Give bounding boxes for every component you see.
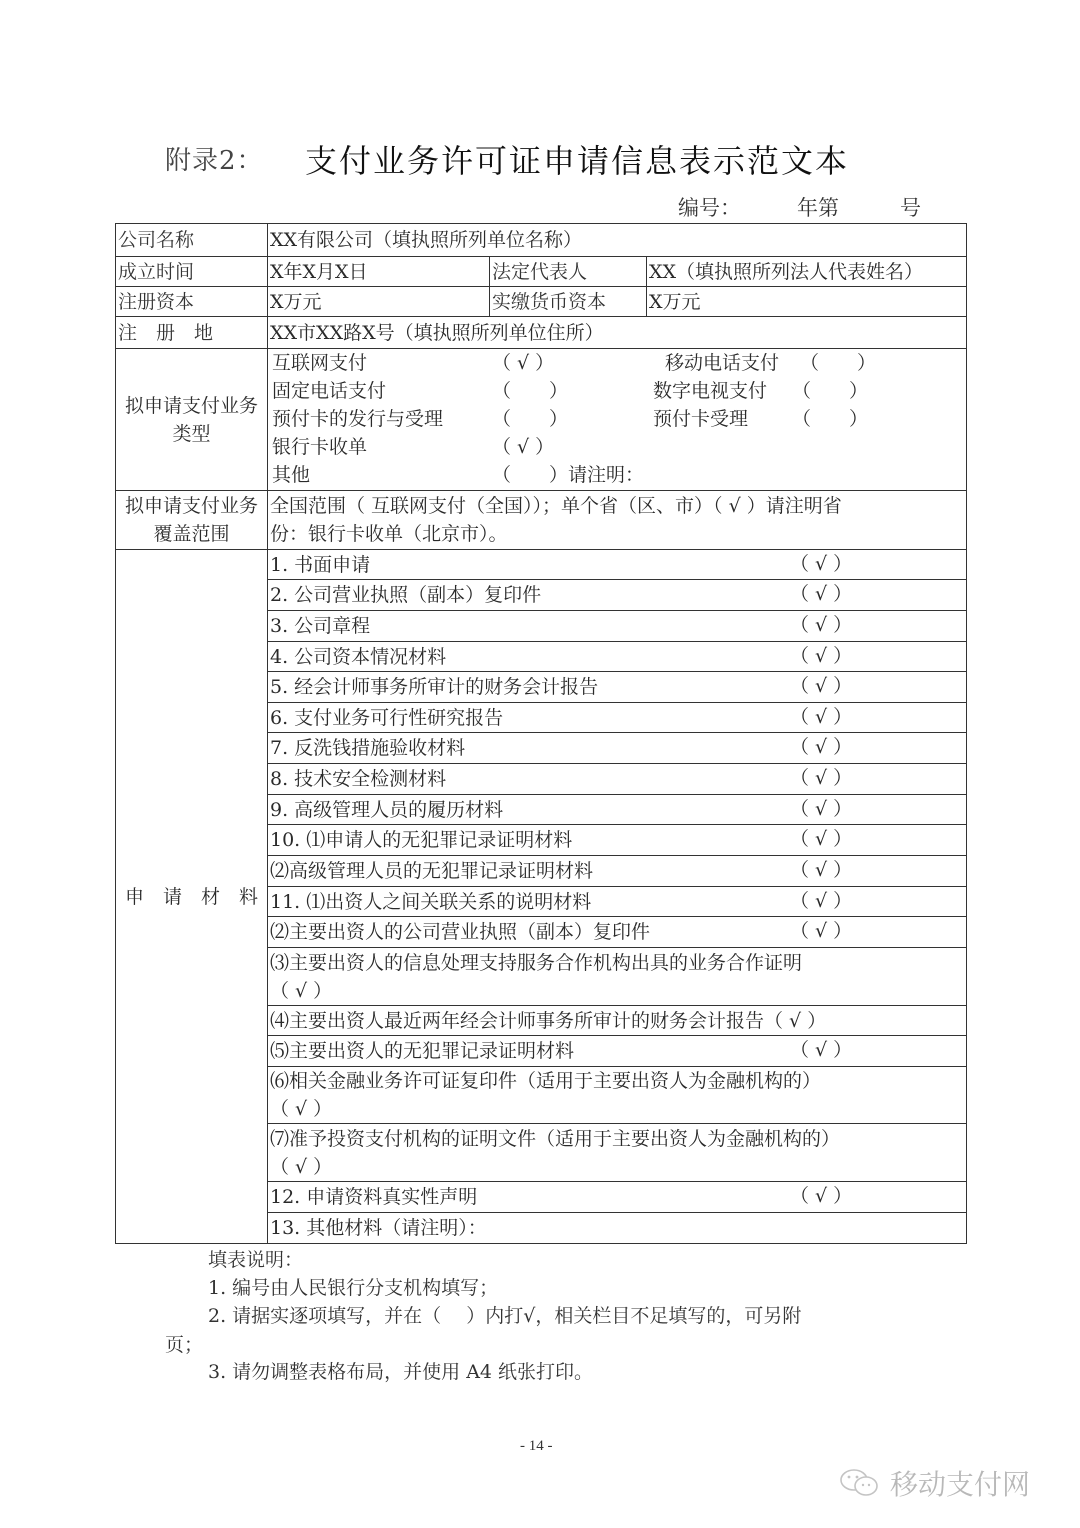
coverage-line-1: 全国范围（ 互联网支付（全国））；单个省（区、市）（ √ ）请注明省	[270, 495, 842, 517]
material-text: 12. 申请资料真实性声明	[270, 1186, 478, 1208]
material-text: ⑵高级管理人员的无犯罪记录证明材料	[270, 860, 594, 882]
row-business-types	[116, 349, 967, 491]
material-item-11-5	[268, 1036, 967, 1067]
material-check[interactable]: （ √ ）	[790, 1185, 853, 1207]
coverage-cell	[268, 491, 967, 550]
material-item-5	[268, 672, 967, 703]
coverage-line-2: 份：银行卡收单（北京市）。	[270, 523, 508, 545]
material-text: 11. ⑴出资人之间关联关系的说明材料	[270, 890, 592, 913]
row-company-name	[116, 224, 967, 257]
company-name-value: XX有限公司（填执照所列单位名称）	[268, 224, 967, 257]
material-check[interactable]: （ √ ）	[790, 767, 853, 789]
material-item-13	[268, 1213, 967, 1244]
paid-capital-value: X万元	[647, 287, 967, 317]
watermark-text: 移动支付网	[890, 1468, 1031, 1501]
material-text: 7. 反洗钱措施验收材料	[270, 737, 466, 759]
type-bank-card: 银行卡收单	[272, 436, 368, 458]
material-text: 2. 公司营业执照（副本）复印件	[270, 584, 542, 606]
type-mobile: 移动电话支付	[665, 352, 780, 374]
material-text: ⑺准予投资支付机构的证明文件（适用于主要出资人为金融机构的）	[270, 1127, 841, 1150]
material-item-11-3	[268, 948, 967, 1006]
material-check[interactable]: （ √ ）	[790, 920, 853, 942]
material-item-2	[268, 580, 967, 611]
material-check[interactable]: （ √ ）	[790, 614, 853, 636]
row-established	[116, 257, 967, 287]
material-check[interactable]: （ √ ）	[790, 553, 853, 575]
material-check[interactable]: （ √ ）	[790, 798, 853, 820]
type-internet-check[interactable]: （ √ ）	[492, 352, 555, 374]
material-item-11-4	[268, 1006, 967, 1036]
legal-rep-value: XX（填执照所列法人代表姓名）	[647, 257, 967, 287]
type-other: 其他	[272, 464, 311, 486]
coverage-label: 拟申请支付业务覆盖范围	[116, 491, 268, 550]
wechat-icon	[838, 1467, 882, 1499]
material-item-11-6	[268, 1067, 967, 1124]
address-value: XX市XX路X号（填执照所列单位住所）	[268, 317, 967, 349]
material-item-12	[268, 1182, 967, 1213]
material-item-7	[268, 733, 967, 764]
type-prepaid-issue: 预付卡的发行与受理	[272, 408, 444, 430]
notes-item-1: 1. 编号由人民银行分支机构填写；	[208, 1277, 499, 1299]
material-text: 1. 书面申请	[270, 553, 371, 576]
type-prepaid-issue-check[interactable]: （ ）	[492, 408, 569, 430]
material-text: 4. 公司资本情况材料	[270, 645, 447, 668]
material-check[interactable]: （ √ ）	[790, 828, 853, 850]
material-text: 3. 公司章程	[270, 615, 371, 637]
material-check[interactable]: （ √ ）	[270, 979, 333, 1002]
application-form-table	[115, 223, 967, 1244]
page-number: - 14 -	[520, 1438, 553, 1454]
material-text: ⑶主要出资人的信息处理支持服务合作机构出具的业务合作证明	[270, 951, 803, 974]
material-item-1	[268, 550, 967, 580]
appendix-label: 附录2：	[165, 146, 264, 176]
material-item-10-2	[268, 856, 967, 887]
type-other-check[interactable]: （ ）请注明：	[492, 464, 645, 486]
established-value: X年X月X日	[268, 257, 490, 287]
type-mobile-check[interactable]: （ ）	[800, 352, 877, 374]
material-check[interactable]: （ √ ）	[790, 706, 853, 728]
address-label: 注 册 地	[116, 317, 268, 349]
material-check[interactable]: （ √ ）	[790, 645, 853, 667]
page-title: 支付业务许可证申请信息表示范文本	[305, 142, 850, 180]
notes-item-2-cont: 页；	[165, 1334, 204, 1356]
row-address	[116, 317, 967, 349]
legal-rep-label: 法定代表人	[490, 257, 647, 287]
serial-number: 号	[900, 196, 921, 220]
notes-heading: 填表说明：	[208, 1249, 304, 1271]
material-check[interactable]: （ √ ）	[790, 859, 853, 881]
type-fixed-phone-check[interactable]: （ ）	[492, 380, 569, 402]
material-item-3	[268, 611, 967, 642]
material-check[interactable]: （ √ ）	[790, 675, 853, 697]
material-text: 5. 经会计师事务所审计的财务会计报告	[270, 676, 599, 698]
material-check[interactable]: （ √ ）	[270, 1155, 333, 1178]
material-text: 8. 技术安全检测材料	[270, 768, 447, 790]
business-types-label: 拟申请支付业务类型	[116, 349, 268, 491]
business-types-cell	[268, 349, 967, 491]
material-item-6	[268, 703, 967, 733]
type-digital-tv: 数字电视支付	[653, 380, 768, 402]
material-item-10-1	[268, 825, 967, 856]
type-digital-tv-check[interactable]: （ ）	[792, 380, 869, 402]
material-text: ⑸主要出资人的无犯罪记录证明材料	[270, 1040, 575, 1062]
material-item-9	[268, 795, 967, 825]
material-item-11-2	[268, 917, 967, 948]
material-text: 10. ⑴申请人的无犯罪记录证明材料	[270, 829, 573, 851]
type-prepaid-accept: 预付卡受理	[653, 408, 749, 430]
material-text: ⑹相关金融业务许可证复印件（适用于主要出资人为金融机构的）	[270, 1070, 822, 1092]
material-check[interactable]: （ √ ）	[270, 1098, 333, 1120]
serial-label: 编号：	[678, 196, 741, 220]
material-text: 6. 支付业务可行性研究报告	[270, 706, 504, 729]
material-item-8	[268, 764, 967, 795]
notes-item-3: 3. 请勿调整表格布局，并使用 A4 纸张打印。	[208, 1361, 594, 1383]
material-check[interactable]: （ √ ）	[790, 1039, 853, 1061]
material-item-4	[268, 642, 967, 672]
material-check[interactable]: （ √ ）	[790, 583, 853, 605]
watermark	[838, 1463, 1030, 1503]
material-text: 13. 其他材料（请注明）：	[270, 1217, 487, 1239]
material-row	[116, 550, 967, 580]
material-item-11-7	[268, 1124, 967, 1182]
row-coverage	[116, 491, 967, 550]
type-internet: 互联网支付	[272, 352, 368, 374]
type-prepaid-accept-check[interactable]: （ ）	[792, 408, 869, 430]
material-check[interactable]: （ √ ）	[790, 890, 853, 912]
material-text: ⑷主要出资人最近两年经会计师事务所审计的财务会计报告（ √ ）	[270, 1009, 827, 1032]
material-check[interactable]: （ √ ）	[790, 736, 853, 758]
company-name-label: 公司名称	[116, 224, 268, 257]
materials-label: 申 请 材 料	[116, 550, 268, 1244]
serial-year: 年第	[797, 196, 839, 220]
paid-capital-label: 实缴货币资本	[490, 287, 647, 317]
type-fixed-phone: 固定电话支付	[272, 380, 387, 402]
material-item-11-1	[268, 887, 967, 917]
material-text: ⑵主要出资人的公司营业执照（副本）复印件	[270, 921, 651, 943]
registered-capital-label: 注册资本	[116, 287, 268, 317]
established-label: 成立时间	[116, 257, 268, 287]
material-text: 9. 高级管理人员的履历材料	[270, 798, 504, 821]
row-capital	[116, 287, 967, 317]
notes-item-2: 2. 请据实逐项填写，并在（ ）内打√，相关栏目不足填写的，可另附	[208, 1305, 802, 1327]
type-bank-card-check[interactable]: （ √ ）	[492, 436, 555, 458]
registered-capital-value: X万元	[268, 287, 490, 317]
